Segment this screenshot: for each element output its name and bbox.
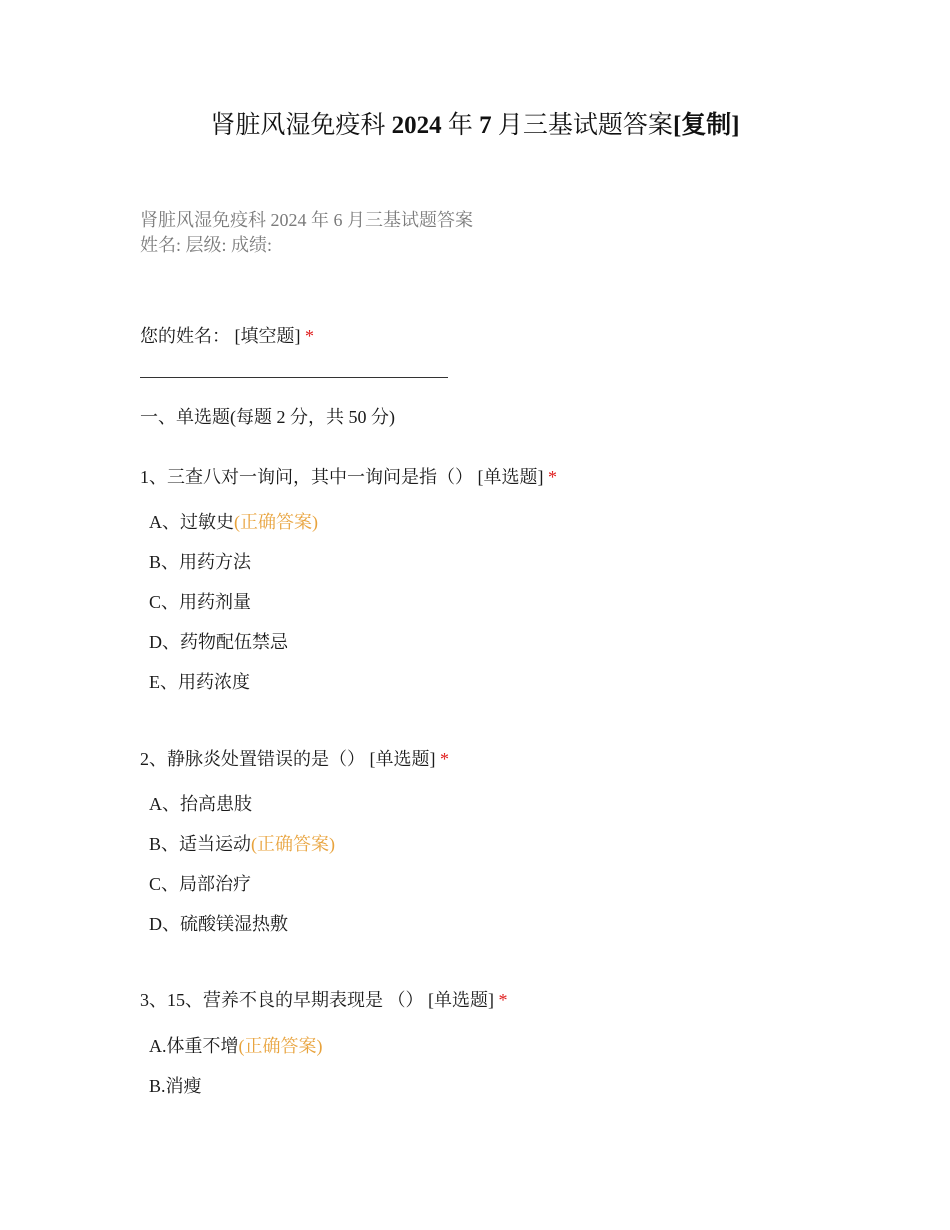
survey-description xyxy=(140,208,473,258)
correct-answer-tag: (正确答案) xyxy=(238,1036,323,1056)
q3-option-b: B.消瘦 xyxy=(149,1076,202,1096)
title-part1: 肾脏风湿免疫科 xyxy=(210,112,386,139)
q2-option-c: C、局部治疗 xyxy=(149,874,252,894)
name-answer-field[interactable] xyxy=(140,377,448,378)
q2-option-a: A、抬高患肢 xyxy=(149,794,252,814)
question-type: [单选题] xyxy=(369,749,436,769)
copy-label: [复制] xyxy=(672,112,740,139)
question-text: 1、三查八对一询问，其中一询问是指（） xyxy=(140,467,473,487)
correct-answer-tag: (正确答案) xyxy=(251,834,336,854)
required-marker: * xyxy=(440,749,449,769)
required-marker: * xyxy=(498,990,508,1010)
question-type: [单选题] xyxy=(477,467,544,487)
section-heading: 一、单选题(每题 2 分，共 50 分) xyxy=(140,407,395,427)
question-1 xyxy=(140,465,557,489)
q1-option-a: A、过敏史(正确答案) xyxy=(149,512,318,532)
description-line-2: 姓名: 层级: 成绩: xyxy=(140,235,273,255)
question-text: 3、15、营养不良的早期表现是 （） xyxy=(140,990,424,1010)
name-question-type: [填空题] xyxy=(234,326,301,346)
required-marker: * xyxy=(548,467,557,487)
question-3 xyxy=(140,988,508,1012)
q1-option-b: B、用药方法 xyxy=(149,552,252,572)
title-month: 7 xyxy=(479,112,492,139)
question-type: [单选题] xyxy=(428,990,494,1010)
required-marker: * xyxy=(305,326,314,346)
question-2 xyxy=(140,747,449,771)
correct-answer-tag: (正确答案) xyxy=(234,512,318,532)
name-question xyxy=(140,324,314,348)
q2-option-d: D、硫酸镁湿热敷 xyxy=(149,914,288,934)
q2-option-b: B、适当运动(正确答案) xyxy=(149,834,336,854)
q3-option-a: A.体重不增(正确答案) xyxy=(149,1036,323,1056)
question-text: 2、静脉炎处置错误的是（） xyxy=(140,749,365,769)
page-title xyxy=(0,110,950,142)
q1-option-d: D、药物配伍禁忌 xyxy=(149,632,288,652)
description-line-1: 肾脏风湿免疫科 2024 年 6 月三基试题答案 xyxy=(140,210,473,230)
title-part2: 年 xyxy=(447,112,473,139)
title-year: 2024 xyxy=(391,112,442,139)
name-question-label: 您的姓名： xyxy=(140,326,230,346)
q1-option-e: E、用药浓度 xyxy=(149,672,250,692)
q1-option-c: C、用药剂量 xyxy=(149,592,252,612)
title-part3: 月三基试题答案 xyxy=(497,112,673,139)
